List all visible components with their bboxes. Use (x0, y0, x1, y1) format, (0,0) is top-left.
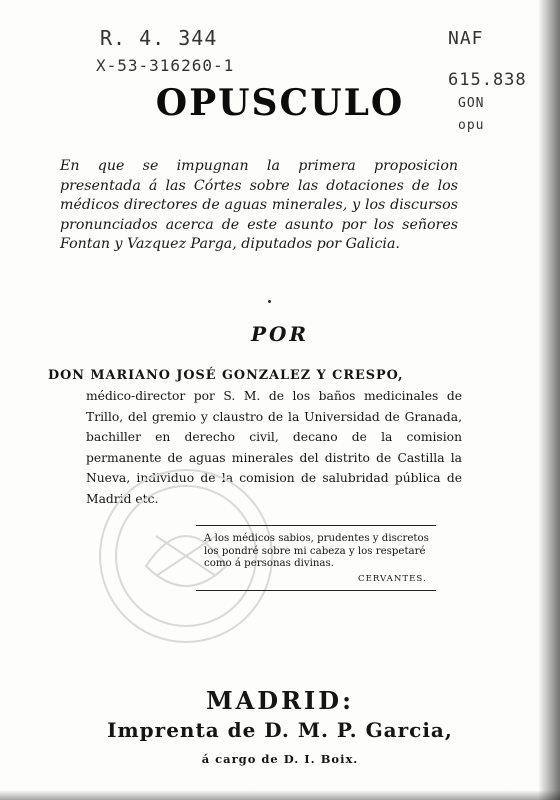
page-title: OPUSCULO (155, 82, 405, 124)
handwritten-shelfmark: R. 4. 344 (100, 26, 218, 50)
handwritten-catalog-number: X-53-316260-1 (96, 56, 235, 75)
author-description: médico-director por S. M. de los baños medicinales de Trillo, del gremio y claustro de la Universidad de Granada, bachiller en derecho civil, decano de la comision permanente de aguas minerales del distrito de Castilla la Nueva, individuo de la comision de salubridad pública de Madrid etc. (86, 389, 462, 506)
imprint-charge: á cargo de D. I. Boix. (201, 752, 359, 766)
imprint-city: MADRID: (206, 686, 354, 715)
subtitle-paragraph: En que se impugnan la primera proposicion presentada á las Córtes sobre las dotaciones de los médicos directores de aguas minerales, y los discursos pronunciados acerca de este asunto por los señores Fontan y Vazquez Parga, diputados por Galicia. (60, 158, 458, 252)
imprint-printer: Imprenta de D. M. P. Garcia, (107, 718, 453, 742)
epigraph-author: CERVANTES. (358, 574, 427, 584)
ornament-dot (268, 300, 271, 303)
handwritten-title-code: opu (458, 118, 485, 133)
page-edge-shadow (538, 0, 560, 800)
page-bottom-shadow (0, 790, 560, 800)
author-name: DON MARIANO JOSÉ GONZALEZ Y CRESPO, (48, 368, 404, 383)
epigraph-text: A los médicos sabios, prudentes y discretos los pondré sobre mi cabeza y los respetaré como á personas divinas. (204, 533, 429, 569)
by-line: POR (250, 322, 310, 346)
handwritten-classification: 615.838 (448, 70, 527, 90)
epigraph-rule-bottom (196, 590, 436, 591)
handwritten-code: NAF (448, 28, 484, 49)
handwritten-author-code: GON (458, 96, 485, 111)
epigraph-rule-top (196, 525, 436, 526)
